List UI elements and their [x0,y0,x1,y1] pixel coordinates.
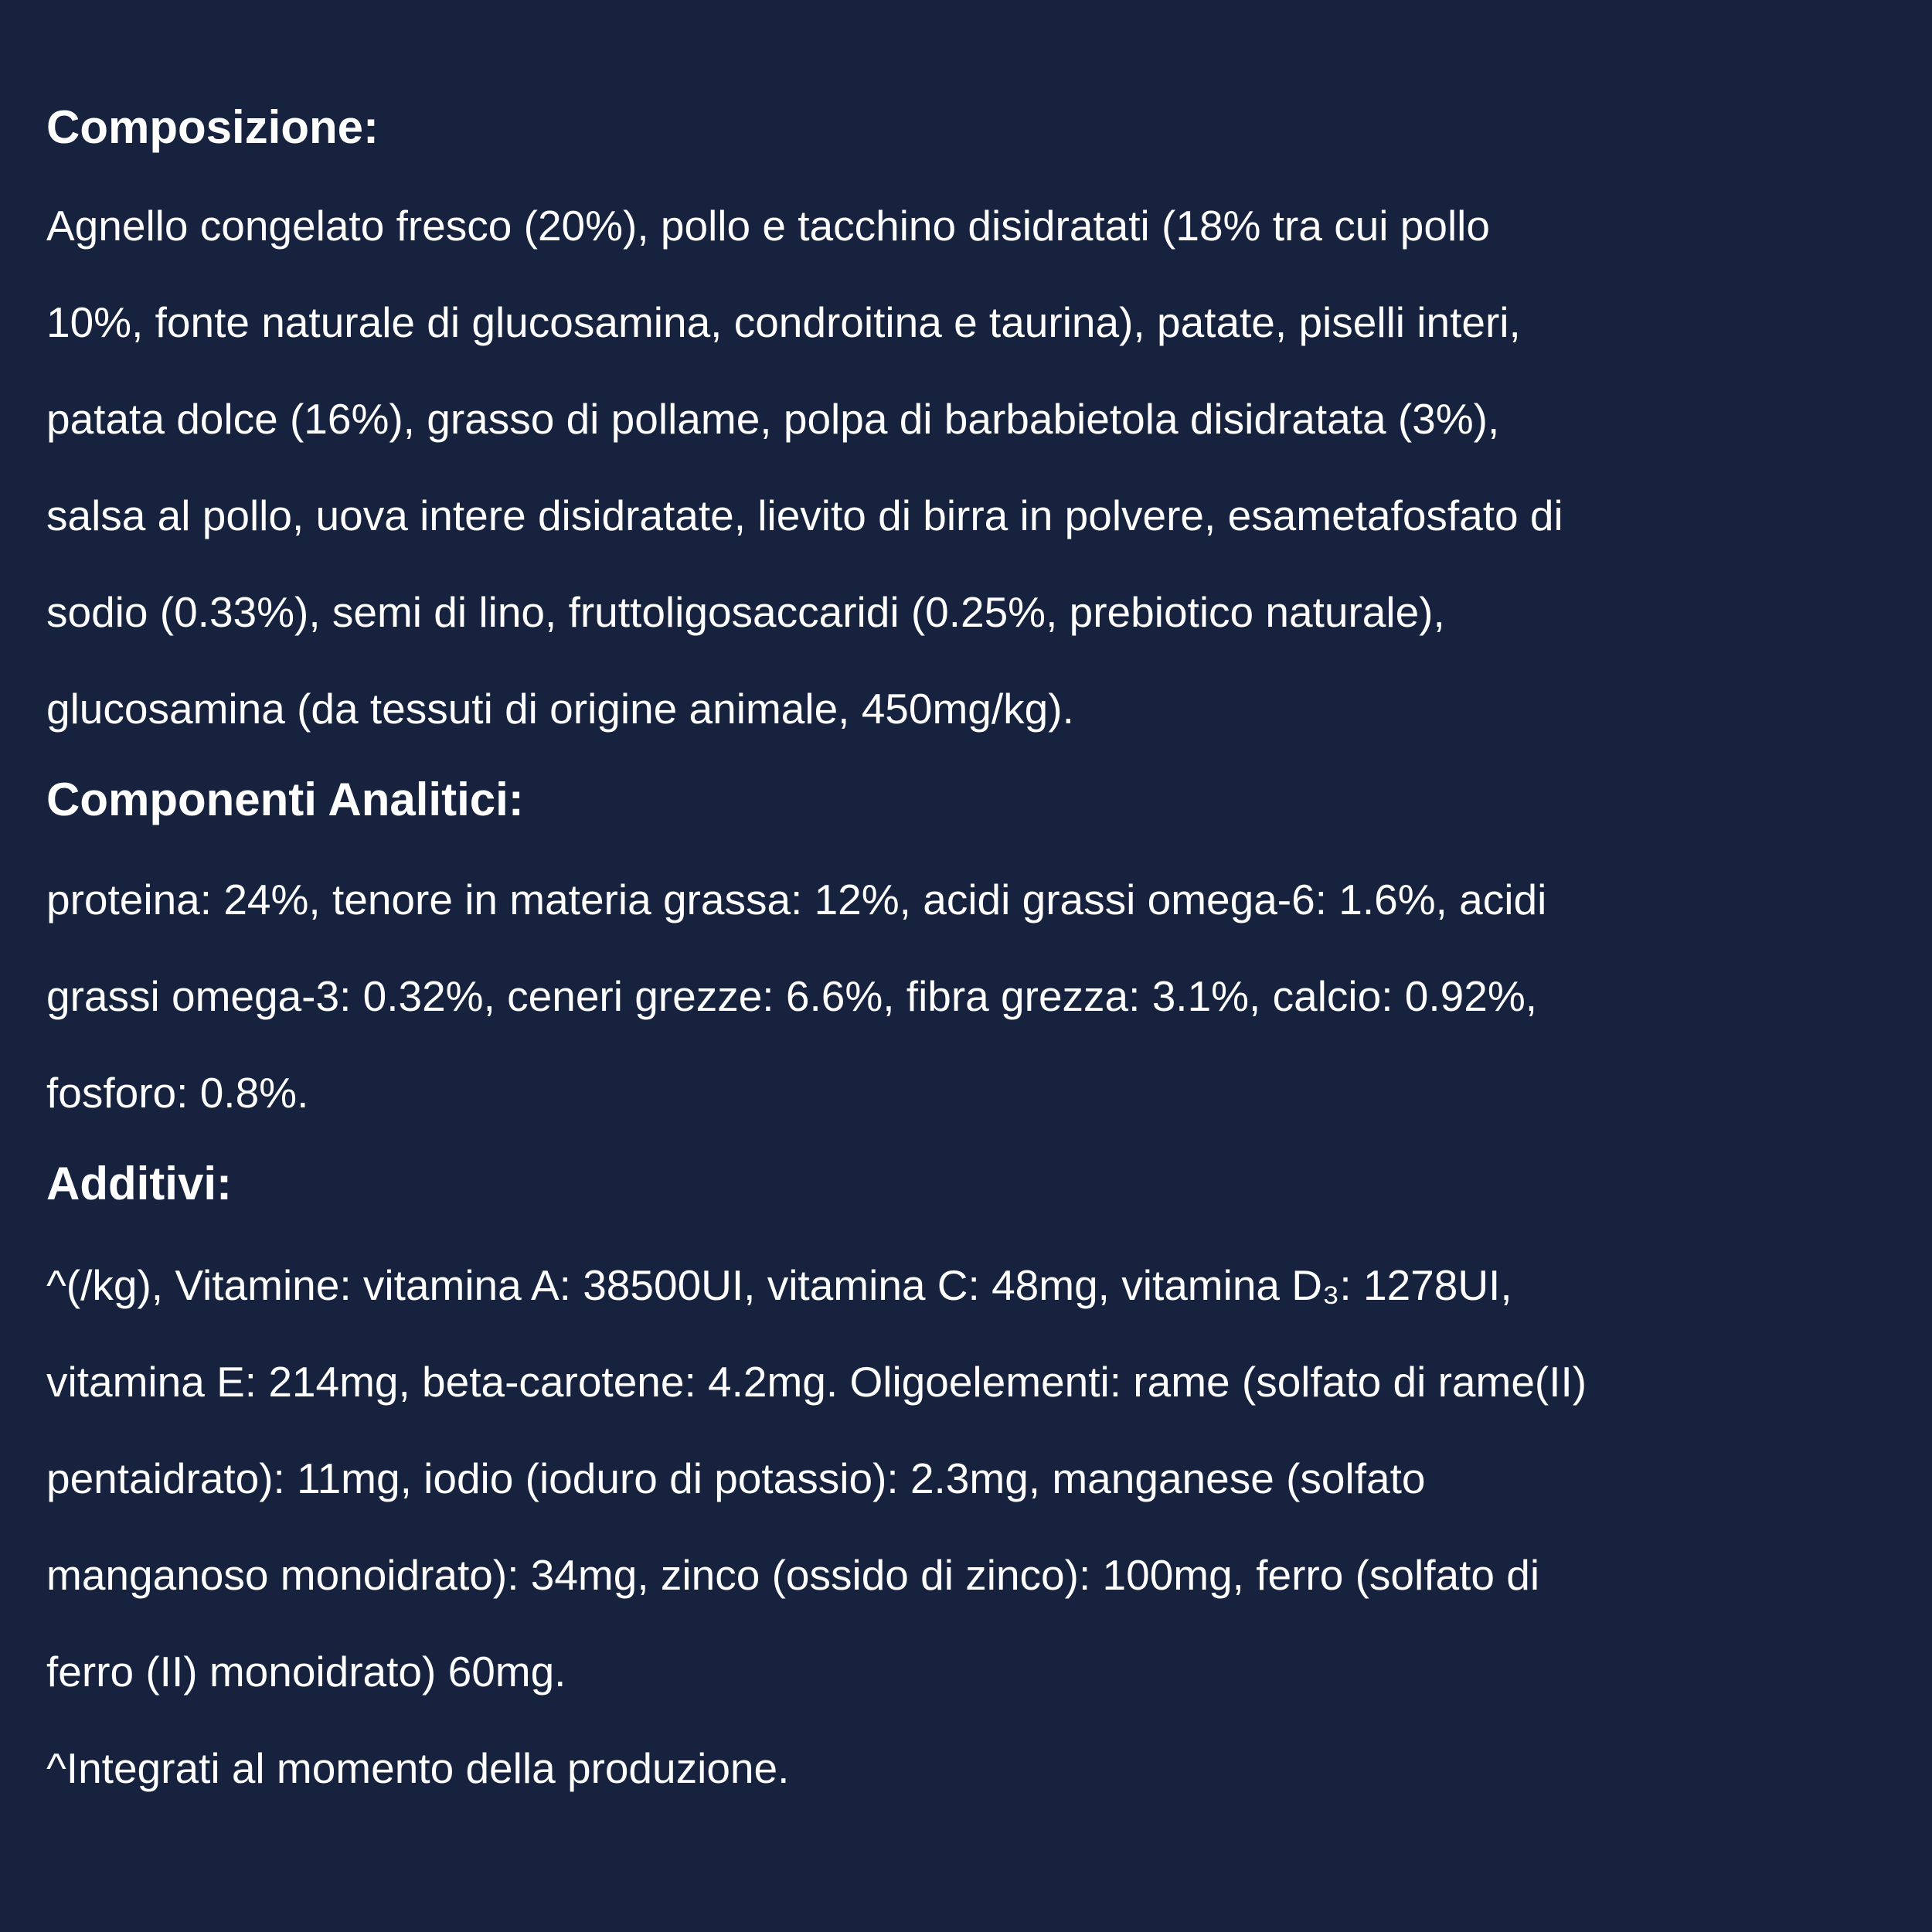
composizione-heading: Composizione: [46,101,379,153]
composizione-text [46,178,1886,757]
componenti-line: fosforo: 0.8%. [46,1069,309,1117]
additivi-line: ferro (II) monoidrato) 60mg. [46,1648,566,1696]
composizione-line: 10%, fonte naturale di glucosamina, condroitina e taurina), patate, piselli interi, [46,298,1521,346]
additivi-line: vitamina E: 214mg, beta-carotene: 4.2mg. Oligoelementi: rame (solfato di rame(II) [46,1358,1587,1406]
composizione-line: sodio (0.33%), semi di lino, fruttoligosaccaridi (0.25%, prebiotico naturale), [46,588,1445,636]
composizione-line: patata dolce (16%), grasso di pollame, polpa di barbabietola disidratata (3%), [46,395,1500,443]
composizione-line: glucosamina (da tessuti di origine animale, 450mg/kg). [46,685,1074,733]
componenti-line: proteina: 24%, tenore in materia grassa: 12%, acidi grassi omega-6: 1.6%, acidi [46,876,1547,923]
additivi-line: manganoso monoidrato): 34mg, zinco (ossido di zinco): 100mg, ferro (solfato di [46,1551,1540,1599]
additivi-line: ^(/kg), Vitamine: vitamina A: 38500UI, vitamina C: 48mg, vitamina D₃: 1278UI, [46,1261,1512,1309]
additivi-heading: Additivi: [46,1158,232,1209]
componenti-analitici-text [46,852,1886,1141]
additivi-footnote: ^Integrati al momento della produzione. [46,1744,790,1792]
componenti-line: grassi omega-3: 0.32%, ceneri grezze: 6.6%, fibra grezza: 3.1%, calcio: 0.92%, [46,972,1538,1020]
composizione-line: Agnello congelato fresco (20%), pollo e tacchino disidratati (18% tra cui pollo [46,202,1490,250]
componenti-analitici-heading: Componenti Analitici: [46,774,524,825]
composizione-line: salsa al pollo, uova intere disidratate, lievito di birra in polvere, esametafosfato di [46,492,1563,539]
additivi-text [46,1237,1886,1720]
additivi-line: pentaidrato): 11mg, iodio (ioduro di potassio): 2.3mg, manganese (solfato [46,1454,1426,1502]
